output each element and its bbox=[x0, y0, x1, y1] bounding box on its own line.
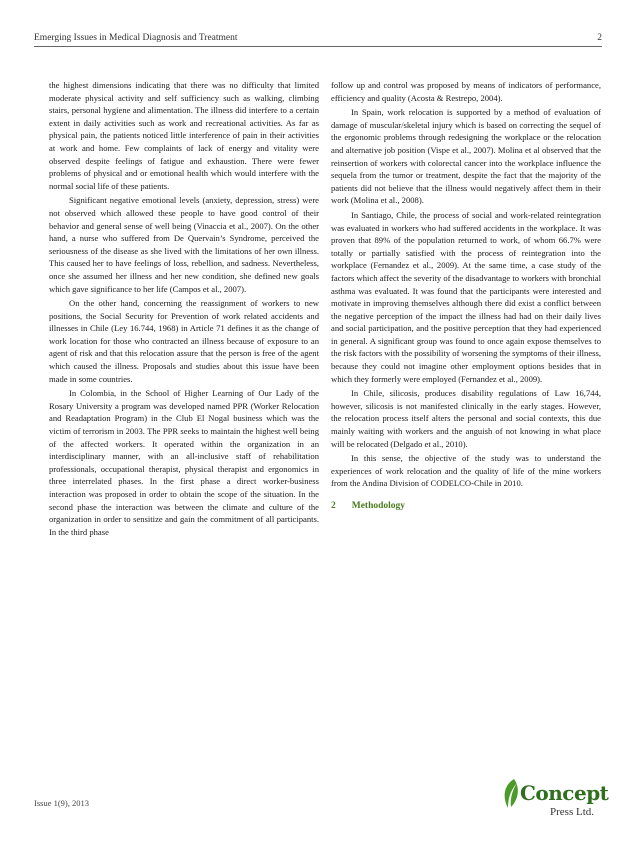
publisher-sub: Press Ltd. bbox=[550, 806, 594, 818]
section-title: Methodology bbox=[351, 501, 406, 511]
left-column bbox=[49, 79, 319, 540]
paragraph: In Colombia, in the School of Higher Learning of Our Lady of the Rosary University a program was developed named PPR (Worker Relocation and Readaptation Program) in the Club El Nogal business which was the victim of terrorism in 2003. The PPR seeks to maintain the highest well being of the affected workers. It operated within the organization in an interdisciplinary manner, with an all-inclusive staff of rehabilitation professionals, occupational therapist, physical therapist and ergonomics in three interrelated phases. In the first phase a direct worker-business interaction was proposed in order to obtain the scope of the situation. In the second phase the interaction was between the climate and culture of the organization in order to sensitize and gain the commitment of all participants. In the third phase bbox=[49, 388, 319, 537]
paragraph: In Spain, work relocation is supported by a method of evaluation of damage of muscular/skeletal injury which is based on correcting the sequel of the ergonomic problems through redesigning the workplace or the relocation and alternative job position (Vispe et al., 2007). Molina et al observed that the reinsertion of workers with colorectal cancer into the workplace influence the sequela from the tumor or treatment, despite the fact that the majority of the patients did not believe that the illness would negatively affect them in their work (Molina et al., 2008). bbox=[331, 107, 601, 206]
leaf-icon bbox=[500, 777, 522, 811]
paragraph: In Chile, silicosis, produces disability regulations of Law 16,744, however, silicosis is not manifested clinically in the early stages. However, the relocation process itself alters the personal and social contexts, this due mainly waiting with workers and the anguish of not knowing in what place will be relocated (Delgado et al., 2010). bbox=[331, 388, 601, 449]
paragraph: On the other hand, concerning the reassignment of workers to new positions, the Social Security for Prevention of work related accidents and illnesses in Chile (Ley 16.744, 1968) in Article 71 defines it as the change of work location for those who contracted an illness because of exposure to an agent of risk and that this relocation assure that the person is free of the agent which caused the illness. Proposals and studies about this issue have been made in some countries. bbox=[49, 298, 319, 384]
journal-title: Emerging Issues in Medical Diagnosis and Treatment bbox=[34, 33, 238, 43]
publisher-brand: Concept bbox=[520, 781, 609, 805]
paragraph: the highest dimensions indicating that there was no difficulty that limited moderate physical activity and self sufficiency such as walking, climbing stairs, personal hygiene and alimentation. The illness did interfere to a certain extent in daily activities such as work and recreational activities. As far as physical pain, the patients noticed little interference of pain in their activities at work and home. Few complaints of lack of energy and vitality were observed despite feelings of fatigue and exhaustion. There were fewer problems of physical and or emotional health which would interfere with the normal social life of these patients. bbox=[49, 80, 319, 191]
paragraph: Significant negative emotional levels (anxiety, depression, stress) were not observed which allowed these people to have good control of their behavior and general sense of well being (Vinaccia et al., 2007). On the other hand, a nurse who suffered from De Quervain’s Syndrome, perceived the seriousness of the disease as she lived with the limitations of her own illness. This caused her to have feelings of loss, rebellion, and sadness. Nevertheless, once she assumed her illness and her new condition, she defined new goals which gave significance to her life (Campos et al., 2007). bbox=[49, 195, 319, 294]
right-column bbox=[331, 79, 601, 513]
section-heading-methodology bbox=[331, 500, 601, 513]
issue-label: Issue 1(9), 2013 bbox=[34, 798, 90, 808]
page-number: 2 bbox=[597, 33, 602, 43]
publisher-logo bbox=[500, 775, 610, 825]
paragraph: In this sense, the objective of the study was to understand the experiences of work relocation and the quality of life of the mine workers from the Andina Division of CODELCO-Chile in 2010. bbox=[331, 453, 601, 489]
running-header bbox=[34, 31, 602, 47]
header-divider bbox=[34, 46, 602, 47]
paragraph: In Santiago, Chile, the process of social and work-related reintegration was evaluated in workers who had suffered accidents in the workplace. It was proven that 89% of the population returned to work, of whom 66.7% were totally or partially satisfied with the process of reintegration into the workplace (Fernandez et al., 2009). At the same time, a case study of the factors which affect the severity of the disadvantage to workers with bronchial asthma was evaluated. It was found that the participants were interested and motivate in improving themselves although there did exist a conflict between the negative perception of the impact the illness had had on their daily lives and social participation, and the positive perception that they had experienced in general. A significant group was found to once again expose themselves to the risk factors with the possibility of worsening the symptoms of their illness, because they could not imagine other employment options besides that in which they formerly were employed (Fernandez et al., 2009). bbox=[331, 209, 601, 384]
section-number: 2 bbox=[331, 501, 336, 511]
paragraph: follow up and control was proposed by means of indicators of performance, efficiency and quality (Acosta & Restrepo, 2004). bbox=[331, 80, 601, 103]
